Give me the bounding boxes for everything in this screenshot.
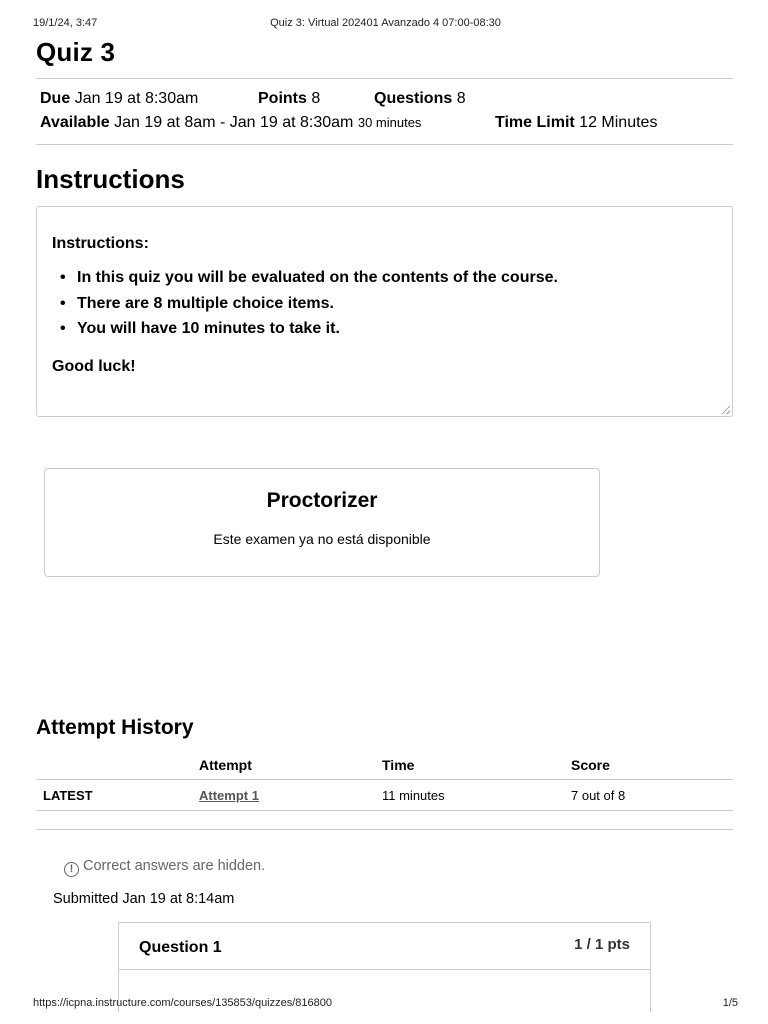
instructions-closing: Good luck! — [52, 358, 136, 375]
instructions-list — [77, 269, 558, 346]
table-divider — [36, 810, 733, 811]
attempt-history-heading: Attempt History — [36, 716, 194, 739]
divider — [36, 78, 733, 79]
points-info — [258, 90, 320, 108]
table-divider — [36, 779, 733, 780]
available-info — [40, 114, 421, 132]
divider — [36, 829, 733, 830]
question-title: Question 1 — [139, 939, 222, 956]
print-url: https://icpna.instructure.com/courses/135853/quizzes/816800 — [33, 997, 333, 1009]
attempt-time: 11 minutes — [382, 788, 445, 803]
due-value: Jan 19 at 8:30am — [74, 90, 199, 107]
available-label: Available — [40, 114, 110, 131]
column-header-score: Score — [571, 757, 610, 773]
divider — [36, 144, 733, 145]
points-label: Points — [258, 90, 307, 107]
resize-handle[interactable] — [722, 406, 730, 414]
list-item: • There are 8 multiple choice items. — [77, 295, 558, 321]
time-limit-label: Time Limit — [495, 114, 575, 131]
questions-value: 8 — [456, 90, 466, 107]
time-limit-info — [495, 114, 657, 132]
info-icon: ! — [64, 862, 79, 877]
attempt-score: 7 out of 8 — [571, 788, 626, 803]
question-points: 1 / 1 pts — [574, 936, 630, 953]
available-duration: 30 minutes — [357, 115, 422, 130]
column-header-attempt: Attempt — [199, 757, 252, 773]
print-header — [33, 17, 738, 31]
submitted-timestamp: Submitted Jan 19 at 8:14am — [53, 891, 235, 907]
page-title: Quiz 3 — [36, 37, 116, 67]
column-header-time: Time — [382, 757, 415, 773]
due-label: Due — [40, 90, 71, 107]
print-document-title: Quiz 3: Virtual 202401 Avanzado 4 07:00-08:30 — [270, 17, 501, 29]
list-item: • You will have 10 minutes to take it. — [77, 320, 558, 346]
instructions-heading: Instructions — [36, 164, 185, 194]
proctorizer-panel — [44, 468, 600, 577]
quiz-meta-row-1 — [40, 90, 730, 110]
questions-info — [374, 90, 466, 108]
print-page-number: 1/5 — [722, 997, 738, 1009]
points-value: 8 — [311, 90, 321, 107]
quiz-meta-row-2 — [40, 114, 730, 134]
question-header — [119, 923, 650, 970]
time-limit-value: 12 Minutes — [579, 114, 658, 131]
available-value: Jan 19 at 8am - Jan 19 at 8:30am — [114, 114, 354, 131]
answers-hidden-notice — [64, 858, 265, 877]
notice-text: Correct answers are hidden. — [83, 858, 266, 874]
proctorizer-title: Proctorizer — [266, 489, 378, 512]
instructions-label: Instructions: — [52, 235, 149, 252]
print-footer — [33, 997, 738, 1011]
attempt-link[interactable]: Attempt 1 — [199, 788, 259, 803]
latest-label: LATEST — [43, 788, 93, 803]
due-info — [40, 90, 198, 108]
proctorizer-message: Este examen ya no está disponible — [213, 531, 431, 547]
list-item: • In this quiz you will be evaluated on the contents of the course. — [77, 269, 558, 295]
print-date: 19/1/24, 3:47 — [33, 17, 98, 29]
instructions-box — [36, 206, 733, 417]
questions-label: Questions — [374, 90, 453, 107]
